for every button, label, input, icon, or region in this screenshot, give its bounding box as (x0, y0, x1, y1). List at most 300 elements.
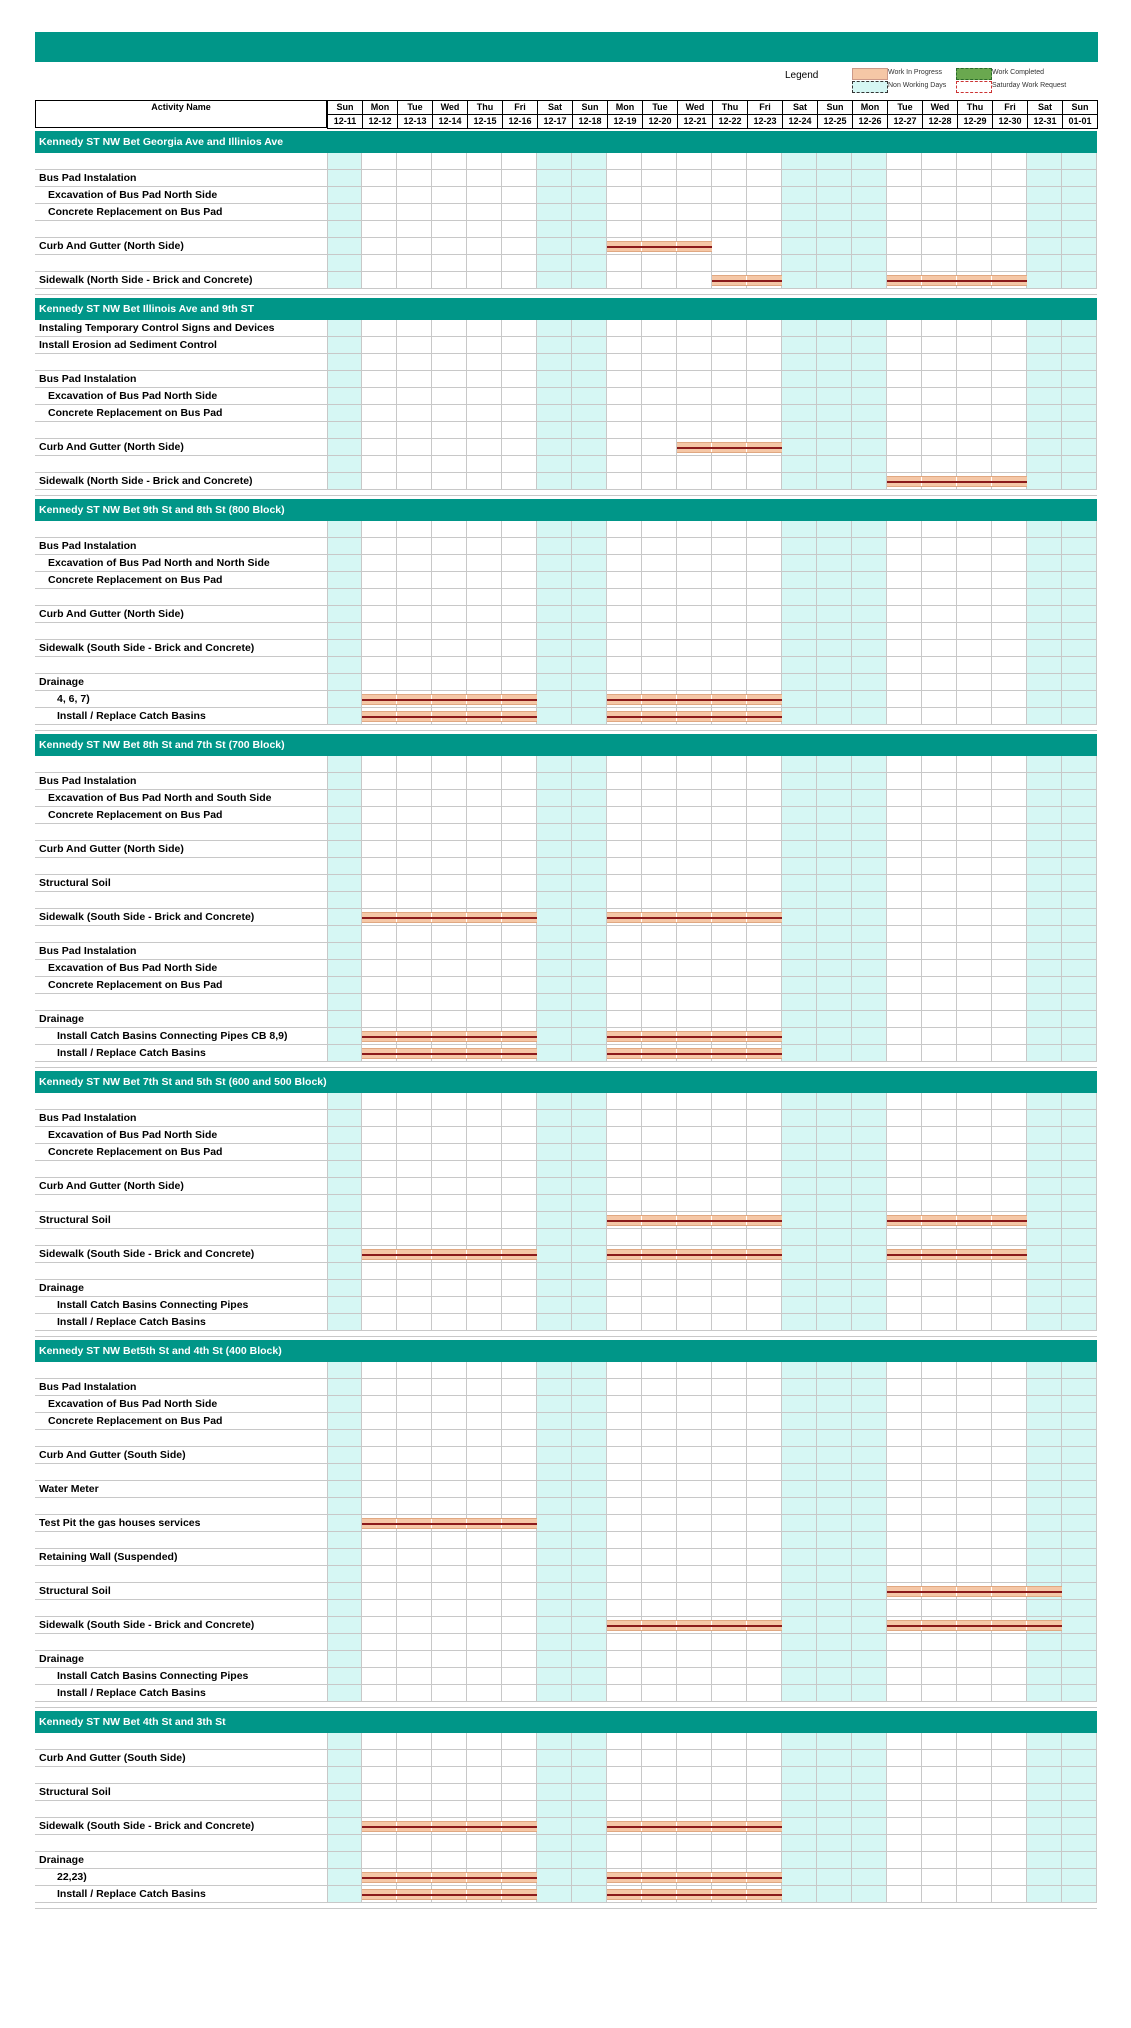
bar-day-divider (466, 1250, 467, 1259)
activity-label: Concrete Replacement on Bus Pad (48, 979, 223, 991)
bar-day-divider (711, 695, 712, 704)
bar-day-divider (711, 1822, 712, 1831)
bar-day-divider (466, 712, 467, 721)
row-line (35, 1750, 1097, 1767)
work-in-progress-bar (887, 1586, 1062, 1597)
date-header: 12-24 (782, 114, 818, 129)
bar-day-divider (711, 1621, 712, 1630)
bar-day-divider (676, 1621, 677, 1630)
date-header: 12-13 (397, 114, 433, 129)
bar-day-divider (676, 1049, 677, 1058)
section-spacer (35, 725, 1097, 731)
bar-day-divider (711, 443, 712, 452)
bar-day-divider (501, 1822, 502, 1831)
legend-swatch-saturday (956, 81, 992, 93)
bar-day-divider (991, 276, 992, 285)
bar-day-divider (991, 1621, 992, 1630)
row-line (35, 354, 1097, 371)
activity-label: Install Catch Basins Connecting Pipes (57, 1299, 249, 1311)
day-of-week-header: Sun (572, 100, 608, 115)
work-in-progress-bar (607, 1620, 782, 1631)
row-line (35, 1566, 1097, 1583)
legend-title: Legend (785, 70, 819, 81)
row-line (35, 1379, 1097, 1396)
bar-day-divider (711, 1890, 712, 1899)
row-line (35, 1733, 1097, 1750)
bar-day-divider (466, 695, 467, 704)
bar-day-divider (711, 1250, 712, 1259)
bar-day-divider (746, 695, 747, 704)
activity-label: Bus Pad Instalation (39, 540, 137, 552)
bar-day-divider (501, 1519, 502, 1528)
section-header: Kennedy ST NW Bet 8th St and 7th St (700 Block) (35, 734, 1097, 756)
activity-label: Structural Soil (39, 1585, 111, 1597)
activity-label: Install Catch Basins Connecting Pipes CB 8,9) (57, 1030, 288, 1042)
work-in-progress-bar (887, 275, 1027, 286)
bar-day-divider (466, 1890, 467, 1899)
row-line (35, 691, 1097, 708)
row-line (35, 238, 1097, 255)
activity-label: Install Erosion ad Sediment Control (39, 339, 217, 351)
bar-day-divider (711, 1873, 712, 1882)
day-of-week-header: Wed (922, 100, 958, 115)
work-in-progress-bar (362, 912, 537, 923)
bar-day-divider (431, 1250, 432, 1259)
date-header: 12-25 (817, 114, 853, 129)
section-header: Kennedy ST NW Bet Georgia Ave and Illinios Ave (35, 131, 1097, 153)
day-of-week-header: Thu (957, 100, 993, 115)
bar-day-divider (921, 1250, 922, 1259)
bar-day-divider (641, 1621, 642, 1630)
activity-label: Bus Pad Instalation (39, 1112, 137, 1124)
bar-day-divider (431, 1822, 432, 1831)
date-header: 12-15 (467, 114, 503, 129)
bar-day-divider (956, 477, 957, 486)
work-in-progress-bar (607, 1821, 782, 1832)
bar-day-divider (746, 1032, 747, 1041)
day-of-week-header: Fri (992, 100, 1028, 115)
row-line (35, 994, 1097, 1011)
section-header: Kennedy ST NW Bet 4th St and 3th St (35, 1711, 1097, 1733)
bar-day-divider (746, 1049, 747, 1058)
activity-label: Curb And Gutter (South Side) (39, 1752, 186, 1764)
activity-label: Structural Soil (39, 1786, 111, 1798)
day-of-week-header: Sat (1027, 100, 1063, 115)
bar-day-divider (466, 1032, 467, 1041)
row-line (35, 1651, 1097, 1668)
legend-label-progress: Work In Progress (888, 69, 942, 76)
row-line (35, 773, 1097, 790)
activity-label: Test Pit the gas houses services (39, 1517, 201, 1529)
section-spacer (35, 490, 1097, 496)
date-header: 12-27 (887, 114, 923, 129)
activity-label: Bus Pad Instalation (39, 373, 137, 385)
bar-day-divider (676, 913, 677, 922)
activity-label: Install / Replace Catch Basins (57, 1316, 206, 1328)
bar-day-divider (641, 242, 642, 251)
legend-label-saturday: Saturday Work Request (992, 82, 1067, 89)
bar-day-divider (396, 1032, 397, 1041)
title-banner (35, 32, 1098, 62)
activity-label: Structural Soil (39, 1214, 111, 1226)
bar-day-divider (1026, 1621, 1027, 1630)
activity-label: Sidewalk (South Side - Brick and Concrete) (39, 642, 255, 654)
activity-label: 4, 6, 7) (57, 693, 90, 705)
activity-label: Drainage (39, 1653, 84, 1665)
activity-label: Install / Replace Catch Basins (57, 1687, 206, 1699)
bar-day-divider (641, 1873, 642, 1882)
row-line (35, 1600, 1097, 1617)
bar-day-divider (746, 913, 747, 922)
row-line (35, 606, 1097, 623)
bar-day-divider (921, 1587, 922, 1596)
activity-label: Excavation of Bus Pad North Side (48, 1398, 218, 1410)
date-header: 12-12 (362, 114, 398, 129)
section-header: Kennedy ST NW Bet Illinois Ave and 9th ST (35, 298, 1097, 320)
row-line (35, 756, 1097, 773)
row-line (35, 221, 1097, 238)
activity-label: Excavation of Bus Pad North Side (48, 189, 218, 201)
activity-label: Sidewalk (South Side - Brick and Concrete) (39, 1248, 255, 1260)
bar-day-divider (676, 1250, 677, 1259)
work-in-progress-bar (607, 1048, 782, 1059)
bar-day-divider (641, 695, 642, 704)
bar-day-divider (1026, 1587, 1027, 1596)
row-line (35, 439, 1097, 456)
bar-day-divider (396, 695, 397, 704)
day-of-week-header: Wed (432, 100, 468, 115)
bar-day-divider (711, 712, 712, 721)
row-line (35, 1110, 1097, 1127)
activity-label: Bus Pad Instalation (39, 172, 137, 184)
row-line (35, 892, 1097, 909)
row-line (35, 1464, 1097, 1481)
bar-day-divider (676, 1822, 677, 1831)
activity-name-header: Activity Name (35, 100, 327, 128)
work-in-progress-bar (362, 694, 537, 705)
bar-day-divider (676, 1032, 677, 1041)
row-line (35, 170, 1097, 187)
row-line (35, 1093, 1097, 1110)
bar-day-divider (466, 1049, 467, 1058)
day-of-week-header: Sun (1062, 100, 1098, 115)
activity-label: Curb And Gutter (South Side) (39, 1449, 186, 1461)
bar-day-divider (711, 1049, 712, 1058)
bar-day-divider (641, 1216, 642, 1225)
activity-label: Excavation of Bus Pad North Side (48, 390, 218, 402)
section-spacer (35, 1702, 1097, 1708)
day-of-week-header: Wed (677, 100, 713, 115)
row-line (35, 1229, 1097, 1246)
bar-day-divider (746, 1822, 747, 1831)
activity-label: Bus Pad Instalation (39, 775, 137, 787)
work-in-progress-bar (607, 1872, 782, 1883)
date-header: 12-30 (992, 114, 1028, 129)
bar-day-divider (431, 712, 432, 721)
activity-label: Install Catch Basins Connecting Pipes (57, 1670, 249, 1682)
day-of-week-header: Thu (712, 100, 748, 115)
row-line (35, 1784, 1097, 1801)
row-line (35, 1549, 1097, 1566)
activity-label: Sidewalk (North Side - Brick and Concrete) (39, 475, 253, 487)
row-line (35, 623, 1097, 640)
bar-day-divider (396, 1049, 397, 1058)
row-line (35, 1634, 1097, 1651)
work-in-progress-bar (677, 442, 782, 453)
date-header: 12-16 (502, 114, 538, 129)
day-of-week-header: Fri (747, 100, 783, 115)
bar-day-divider (641, 913, 642, 922)
legend-swatch-progress (852, 68, 888, 80)
row-line (35, 456, 1097, 473)
bar-day-divider (501, 1032, 502, 1041)
bar-day-divider (641, 1890, 642, 1899)
bar-day-divider (501, 913, 502, 922)
date-header: 12-23 (747, 114, 783, 129)
bar-day-divider (746, 1216, 747, 1225)
date-header: 12-21 (677, 114, 713, 129)
legend-swatch-nonworking (852, 81, 888, 93)
day-of-week-header: Tue (397, 100, 433, 115)
activity-label: Curb And Gutter (North Side) (39, 608, 184, 620)
bar-day-divider (676, 1216, 677, 1225)
section-spacer (35, 1062, 1097, 1068)
bar-day-divider (956, 1587, 957, 1596)
bar-day-divider (431, 1519, 432, 1528)
date-header: 12-18 (572, 114, 608, 129)
row-line (35, 1498, 1097, 1515)
activity-label: Structural Soil (39, 877, 111, 889)
activity-label: Concrete Replacement on Bus Pad (48, 1146, 223, 1158)
bar-day-divider (711, 1216, 712, 1225)
bar-day-divider (396, 1873, 397, 1882)
activity-label: Drainage (39, 1013, 84, 1025)
bar-day-divider (746, 443, 747, 452)
row-line (35, 1801, 1097, 1818)
bar-day-divider (746, 1621, 747, 1630)
date-header: 01-01 (1062, 114, 1098, 129)
day-of-week-header: Thu (467, 100, 503, 115)
bar-day-divider (501, 1049, 502, 1058)
activity-label: Curb And Gutter (North Side) (39, 441, 184, 453)
date-header: 12-26 (852, 114, 888, 129)
bar-day-divider (921, 276, 922, 285)
work-in-progress-bar (712, 275, 782, 286)
day-of-week-header: Sun (327, 100, 363, 115)
work-in-progress-bar (887, 1249, 1027, 1260)
bar-day-divider (501, 1873, 502, 1882)
activity-label: Curb And Gutter (North Side) (39, 843, 184, 855)
work-in-progress-bar (362, 1249, 537, 1260)
work-in-progress-bar (362, 1518, 537, 1529)
row-line (35, 858, 1097, 875)
legend (760, 66, 1100, 96)
bar-day-divider (921, 1621, 922, 1630)
bar-day-divider (431, 1873, 432, 1882)
bar-day-divider (746, 1873, 747, 1882)
bar-day-divider (956, 1216, 957, 1225)
bar-day-divider (956, 1250, 957, 1259)
row-line (35, 422, 1097, 439)
bar-day-divider (711, 913, 712, 922)
work-in-progress-bar (887, 1215, 1027, 1226)
bar-day-divider (956, 1621, 957, 1630)
activity-label: Concrete Replacement on Bus Pad (48, 1415, 223, 1427)
bar-day-divider (431, 913, 432, 922)
bar-day-divider (501, 695, 502, 704)
bar-day-divider (396, 913, 397, 922)
date-header: 12-17 (537, 114, 573, 129)
row-line (35, 1481, 1097, 1498)
row-line (35, 1767, 1097, 1784)
activity-label: Sidewalk (South Side - Brick and Concrete) (39, 1619, 255, 1631)
row-line (35, 255, 1097, 272)
date-header: 12-20 (642, 114, 678, 129)
activity-label: Sidewalk (South Side - Brick and Concrete) (39, 911, 255, 923)
activity-label: Excavation of Bus Pad North Side (48, 1129, 218, 1141)
work-in-progress-bar (887, 1620, 1062, 1631)
bar-day-divider (396, 712, 397, 721)
activity-label: Excavation of Bus Pad North Side (48, 962, 218, 974)
bar-day-divider (396, 1250, 397, 1259)
bar-day-divider (431, 1032, 432, 1041)
row-line (35, 521, 1097, 538)
bar-day-divider (466, 913, 467, 922)
bar-day-divider (431, 1890, 432, 1899)
activity-label: Sidewalk (North Side - Brick and Concrete) (39, 274, 253, 286)
work-in-progress-bar (362, 1031, 537, 1042)
work-in-progress-bar (607, 711, 782, 722)
bar-day-divider (431, 1049, 432, 1058)
day-of-week-header: Fri (502, 100, 538, 115)
bar-day-divider (676, 1873, 677, 1882)
row-line (35, 943, 1097, 960)
row-line (35, 1195, 1097, 1212)
row-line (35, 1532, 1097, 1549)
row-line (35, 1835, 1097, 1852)
row-line (35, 1263, 1097, 1280)
row-line (35, 1852, 1097, 1869)
work-in-progress-bar (362, 711, 537, 722)
work-in-progress-bar (362, 1889, 537, 1900)
legend-swatch-completed (956, 68, 992, 80)
activity-label: Excavation of Bus Pad North and North Side (48, 557, 270, 569)
bar-day-divider (501, 1890, 502, 1899)
section-spacer (35, 1331, 1097, 1337)
day-of-week-header: Mon (607, 100, 643, 115)
bar-day-divider (991, 1587, 992, 1596)
section-spacer (35, 1903, 1097, 1909)
work-in-progress-bar (362, 1872, 537, 1883)
date-header: 12-19 (607, 114, 643, 129)
bar-day-divider (466, 1822, 467, 1831)
date-header: 12-11 (327, 114, 363, 129)
work-in-progress-bar (607, 1889, 782, 1900)
bar-day-divider (991, 1216, 992, 1225)
bar-day-divider (641, 1822, 642, 1831)
row-line (35, 1430, 1097, 1447)
bar-day-divider (641, 1032, 642, 1041)
bar-day-divider (676, 712, 677, 721)
row-line (35, 538, 1097, 555)
day-of-week-header: Mon (852, 100, 888, 115)
row-line (35, 589, 1097, 606)
bar-day-divider (956, 276, 957, 285)
row-line (35, 875, 1097, 892)
bar-day-divider (746, 1250, 747, 1259)
row-line (35, 1178, 1097, 1195)
activity-label: Bus Pad Instalation (39, 1381, 137, 1393)
activity-label: Water Meter (39, 1483, 99, 1495)
date-header: 12-22 (712, 114, 748, 129)
row-line (35, 1869, 1097, 1886)
bar-day-divider (991, 1250, 992, 1259)
section-spacer (35, 289, 1097, 295)
bar-day-divider (396, 1822, 397, 1831)
work-in-progress-bar (362, 1821, 537, 1832)
activity-label: Drainage (39, 676, 84, 688)
activity-label: Excavation of Bus Pad North and South Side (48, 792, 272, 804)
section-header: Kennedy ST NW Bet 7th St and 5th St (600 and 500 Block) (35, 1071, 1097, 1093)
date-header: 12-14 (432, 114, 468, 129)
activity-label: Curb And Gutter (North Side) (39, 1180, 184, 1192)
activity-label: 22,23) (57, 1871, 87, 1883)
bar-day-divider (676, 242, 677, 251)
day-of-week-header: Mon (362, 100, 398, 115)
activity-label: Install / Replace Catch Basins (57, 1888, 206, 1900)
date-header: 12-28 (922, 114, 958, 129)
bar-day-divider (991, 477, 992, 486)
row-line (35, 371, 1097, 388)
row-line (35, 1447, 1097, 1464)
day-of-week-header: Sat (782, 100, 818, 115)
bar-day-divider (676, 1890, 677, 1899)
row-line (35, 824, 1097, 841)
activity-label: Drainage (39, 1282, 84, 1294)
activity-label: Instaling Temporary Control Signs and Devices (39, 322, 275, 334)
work-in-progress-bar (607, 694, 782, 705)
row-line (35, 657, 1097, 674)
bar-day-divider (746, 712, 747, 721)
bar-day-divider (396, 1519, 397, 1528)
bar-day-divider (466, 1873, 467, 1882)
activity-label: Curb And Gutter (North Side) (39, 240, 184, 252)
bar-day-divider (501, 712, 502, 721)
bar-day-divider (711, 1032, 712, 1041)
row-line (35, 841, 1097, 858)
bar-day-divider (641, 1250, 642, 1259)
activity-label: Concrete Replacement on Bus Pad (48, 574, 223, 586)
work-in-progress-bar (607, 912, 782, 923)
row-line (35, 926, 1097, 943)
bar-day-divider (466, 1519, 467, 1528)
activity-label: Bus Pad Instalation (39, 945, 137, 957)
bar-day-divider (676, 695, 677, 704)
row-line (35, 1280, 1097, 1297)
row-line (35, 674, 1097, 691)
row-line (35, 153, 1097, 170)
row-line (35, 1161, 1097, 1178)
day-of-week-header: Tue (887, 100, 923, 115)
bar-day-divider (921, 477, 922, 486)
bar-day-divider (396, 1890, 397, 1899)
day-of-week-header: Sun (817, 100, 853, 115)
work-in-progress-bar (607, 1249, 782, 1260)
bar-day-divider (746, 276, 747, 285)
activity-label: Retaining Wall (Suspended) (39, 1551, 178, 1563)
date-header: 12-31 (1027, 114, 1063, 129)
section-header: Kennedy ST NW Bet 9th St and 8th St (800 Block) (35, 499, 1097, 521)
